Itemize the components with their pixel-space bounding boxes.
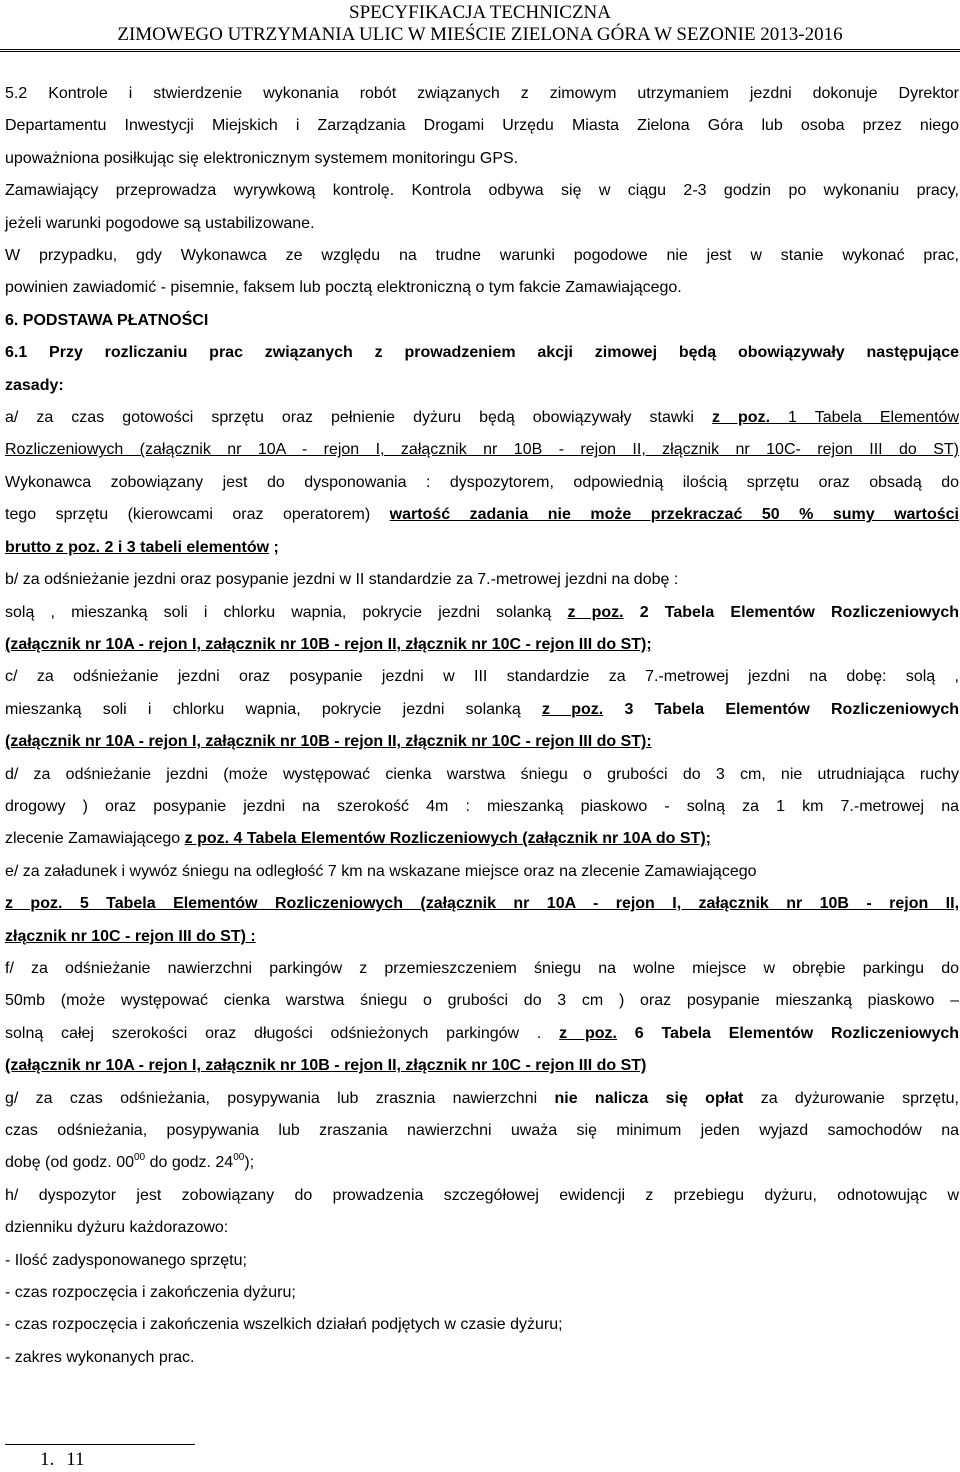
text-line: e/ za załadunek i wywóz śniegu na odległość 7 km na wskazane miejsce oraz na zlecenie Zamawiającego (5, 862, 757, 880)
section-heading: 6. PODSTAWA PŁATNOŚCI (5, 311, 209, 329)
text-line: dzienniku dyżuru każdorazowo: (5, 1219, 229, 1237)
text-line (5, 823, 959, 855)
text-line: (załącznik nr 10A - rejon I, załącznik nr 10B - rejon II, złącznik nr 10C - rejon III do ST) (5, 1057, 647, 1075)
text-run: z poz. (712, 409, 771, 427)
page-number (40, 1448, 85, 1472)
text-line: upoważniona posiłkując się elektronicznym systemem monitoringu GPS. (5, 149, 519, 167)
text-line (5, 499, 959, 531)
text-run: z poz. (5, 895, 63, 913)
text-line: 5.2 Kontrole i stwierdzenie wykonania robót związanych z zimowym utrzymaniem jezdni dokonuje Dyrektor (5, 85, 959, 102)
text-run: z poz. (567, 603, 624, 621)
text-line: Zamawiający przeprowadza wyrywkową kontrolę. Kontrola odbywa się w ciągu 2-3 godzin po wykonaniu pracy, (5, 182, 959, 200)
list-item: - Ilość zadysponowanego sprzętu; (5, 1251, 247, 1269)
text-line (5, 402, 959, 434)
text-run: solą , mieszanką soli i chlorku wapnia, pokrycie jezdni solanką (5, 603, 568, 621)
text-line: c/ za odśnieżanie jezdni oraz posypanie jezdni w III standardzie za 7.-metrowej jezdni na dobę: solą , (5, 668, 959, 686)
text-line: 6.1 Przy rozliczaniu prac związanych z prowadzeniem akcji zimowej będą obowiązywały następujące (5, 344, 959, 362)
text-line: (załącznik nr 10A - rejon I, załącznik nr 10B - rejon II, złącznik nr 10C - rejon III do ST): (5, 733, 652, 751)
footer-divider (5, 1444, 195, 1445)
text-run: dobę (od godz. 00 (5, 1154, 134, 1172)
text-line (5, 1147, 959, 1179)
page-number-part: 1. (40, 1449, 55, 1470)
text-line: jeżeli warunki pogodowe są ustabilizowane. (5, 214, 315, 232)
text-run: 2 Tabela Elementów Rozliczeniowych (623, 603, 960, 621)
list-item: - czas rozpoczęcia i zakończenia dyżuru; (5, 1284, 296, 1302)
text-line (5, 597, 959, 629)
text-line: d/ za odśnieżanie jezdni (może występować cienka warstwa śniegu o grubości do 3 cm, nie utrudniająca ruchy (5, 765, 959, 783)
text-run: 4 Tabela Elementów Rozliczeniowych (załącznik nr 10A do ST); (229, 830, 711, 848)
text-run: tego sprzętu (kierowcami oraz operatorem) (5, 506, 390, 524)
text-run: a/ za czas gotowości sprzętu oraz pełnienie dyżuru będą obowiązywały stawki (5, 409, 712, 427)
list-item: - czas rozpoczęcia i zakończenia wszelkich działań podjętych w czasie dyżuru; (5, 1316, 563, 1334)
text-line: Rozliczeniowych (załącznik nr 10A - rejon I, załącznik nr 10B - rejon II, złącznik nr 10C- rejon III do ST) (5, 441, 959, 459)
text-line: Departamentu Inwestycji Miejskich i Zarządzania Drogami Urzędu Miasta Zielona Góra lub osoba przez niego (5, 117, 959, 135)
text-run: mieszanką soli i chlorku wapnia, pokrycie jezdni solanką (5, 700, 543, 718)
header-title: SPECYFIKACJA TECHNICZNA (349, 2, 611, 23)
text-run: do godz. 24 (145, 1154, 234, 1172)
text-run: g/ za czas odśnieżania, posypywania lub zrasznia nawierzchni (5, 1089, 555, 1107)
text-line: b/ za odśnieżanie jezdni oraz posypanie jezdni w II standardzie za 7.-metrowej jezdni na dobę : (5, 571, 679, 589)
text-line: (załącznik nr 10A - rejon I, załącznik nr 10B - rejon II, złącznik nr 10C - rejon III do ST); (5, 635, 652, 653)
superscript: 00 (233, 1152, 245, 1164)
text-run: wartość zadania nie może przekraczać 50 % sumy wartości (389, 506, 960, 524)
text-line: Wykonawca zobowiązany jest do dysponowania : dyspozytorem, odpowiednią ilością sprzętu oraz obsadą do (5, 473, 959, 491)
text-run: 3 Tabela Elementów Rozliczeniowych (603, 700, 960, 718)
text-line (5, 532, 959, 564)
text-run: 6 Tabela Elementów Rozliczeniowych (616, 1024, 960, 1042)
text-run: brutto z poz. 2 i 3 tabeli elementów (5, 538, 270, 556)
list-item: - zakres wykonanych prac. (5, 1348, 195, 1366)
text-line: f/ za odśnieżanie nawierzchni parkingów z przemieszczeniem śniegu na wolne miejsce w obrębie parkingu do (5, 959, 959, 977)
text-run: solną całej szerokości oraz długości odśnieżonych parkingów . (5, 1024, 560, 1042)
text-run: nie nalicza się opłat (554, 1089, 744, 1107)
text-line (5, 888, 959, 920)
superscript: 00 (134, 1152, 146, 1164)
text-run: z poz. (542, 700, 604, 718)
header-divider (0, 49, 960, 52)
text-run: ; (269, 538, 279, 556)
header-subtitle: ZIMOWEGO UTRZYMANIA ULIC W MIEŚCIE ZIELONA GÓRA W SEZONIE 2013-2016 (117, 24, 843, 45)
page-number-part: 11 (66, 1449, 85, 1470)
text-line: W przypadku, gdy Wykonawca ze względu na trudne warunki pogodowe nie jest w stanie wykonać prac, (5, 247, 959, 265)
document-body (5, 78, 959, 1374)
page-header (0, 0, 960, 50)
text-run: 5 Tabela Elementów Rozliczeniowych (załącznik nr 10A - rejon I, załącznik nr 10B - rejon II, (62, 895, 960, 913)
text-line (5, 1018, 959, 1050)
text-line (5, 1083, 959, 1115)
text-run: 1 Tabela Elementów (770, 409, 960, 427)
text-run: z poz. (184, 830, 230, 848)
text-line (5, 694, 959, 726)
text-run: zlecenie Zamawiającego (5, 830, 185, 848)
text-line: zasady: (5, 376, 64, 394)
text-run: za dyżurowanie sprzętu, (743, 1089, 959, 1107)
text-line: 50mb (może występować cienka warstwa śniegu o grubości do 3 cm ) oraz posypanie mieszanką piaskowo – (5, 992, 959, 1010)
text-line: czas odśnieżania, posypywania lub zraszania nawierzchni uważa się minimum jeden wyjazd samochodów na (5, 1122, 959, 1139)
text-run: z poz. (559, 1024, 617, 1042)
text-line: h/ dyspozytor jest zobowiązany do prowadzenia szczegółowej ewidencji z przebiegu dyżuru, odnotowując w (5, 1186, 959, 1204)
text-line: złącznik nr 10C - rejon III do ST) : (5, 927, 256, 945)
text-run: ); (244, 1154, 255, 1172)
text-line: powinien zawiadomić - pisemnie, faksem lub pocztą elektroniczną o tym fakcie Zamawiającego. (5, 279, 682, 297)
text-line: drogowy ) oraz posypanie jezdni na szerokość 4m : mieszanką piaskowo - solną za 1 km 7.-metrowej na (5, 797, 959, 815)
